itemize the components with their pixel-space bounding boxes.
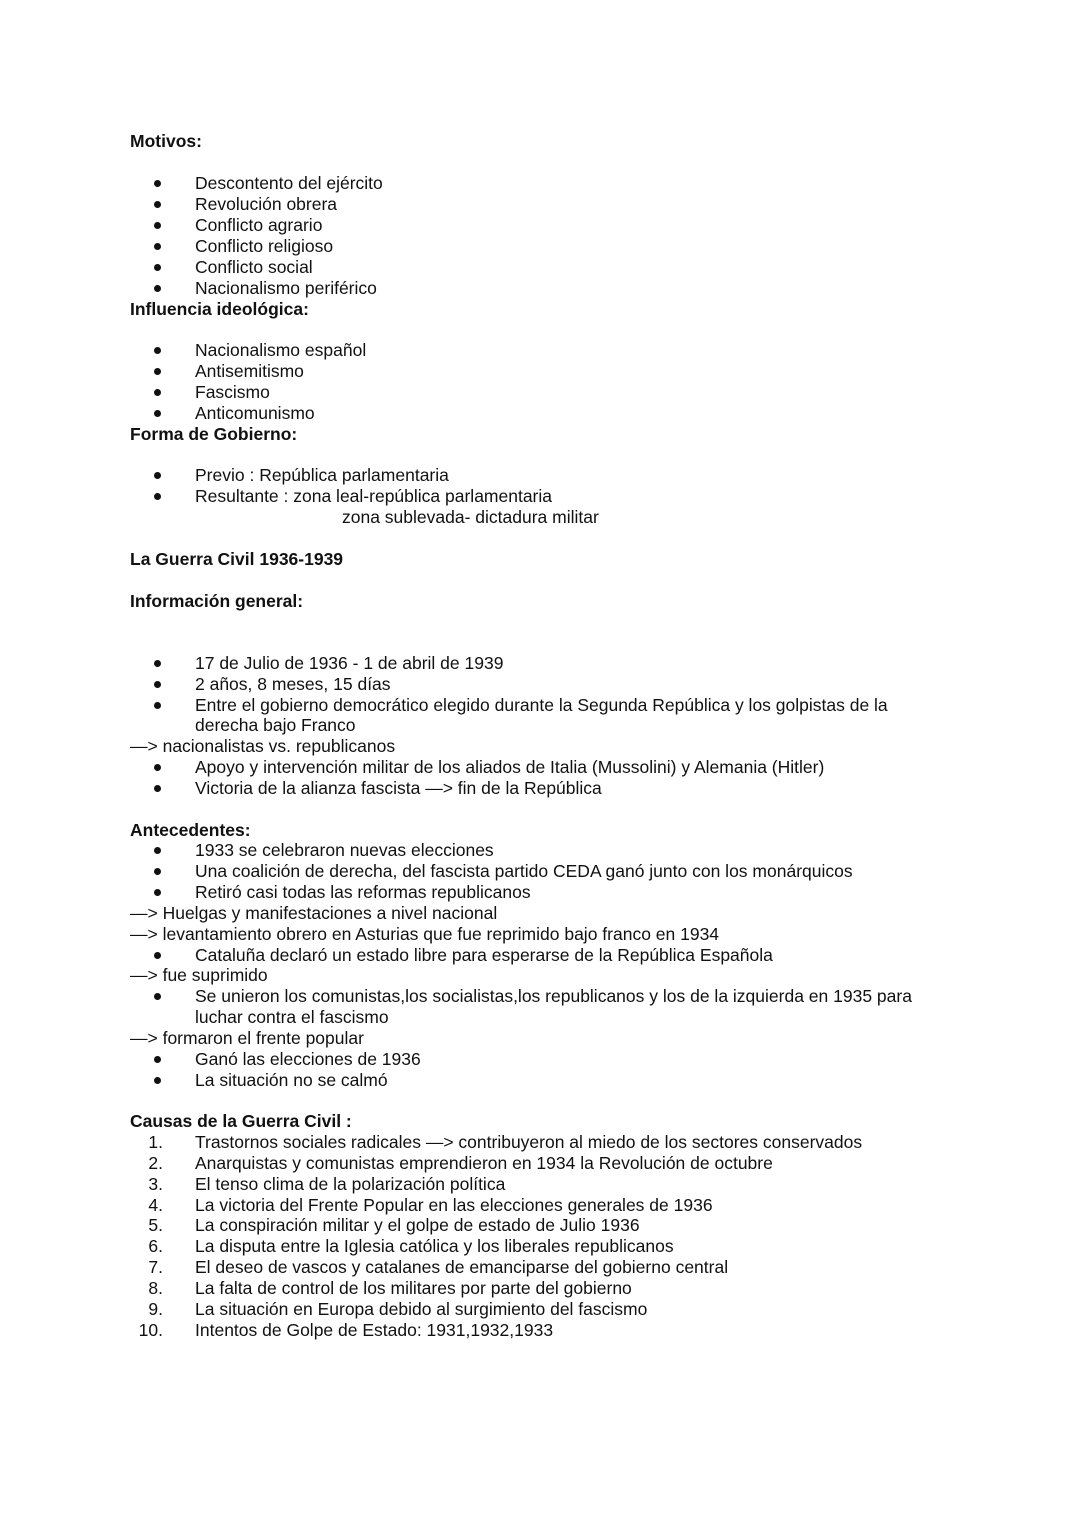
causas-item-number: 1. — [148, 1132, 163, 1152]
info-item: 17 de Julio de 1936 - 1 de abril de 1939 — [195, 653, 504, 673]
causas-item-text: La falta de control de los militares por parte del gobierno — [195, 1278, 632, 1298]
antecedentes-arrow-note: —> fue suprimido — [130, 965, 268, 985]
causas-item — [138, 1320, 554, 1341]
causas-item-number: 4. — [148, 1195, 163, 1215]
info-item: Entre el gobierno democrático elegido durante la Segunda República y los golpistas de la — [195, 695, 888, 715]
antecedentes-item: Una coalición de derecha, del fascista partido CEDA ganó junto con los monárquicos — [195, 861, 853, 881]
info-arrow-note: —> nacionalistas vs. republicanos — [130, 736, 396, 756]
antecedentes-item: 1933 se celebraron nuevas elecciones — [195, 840, 494, 860]
causas-item-text: El deseo de vascos y catalanes de emanciparse del gobierno central — [195, 1257, 729, 1277]
antecedentes-item: La situación no se calmó — [195, 1070, 388, 1090]
causas-item-text: Anarquistas y comunistas emprendieron en 1934 la Revolución de octubre — [195, 1153, 773, 1173]
influencia-item: Fascismo — [195, 382, 270, 402]
antecedentes-arrow-note: —> formaron el frente popular — [130, 1028, 364, 1048]
info-item-continuation: derecha bajo Franco — [195, 715, 356, 735]
motivos-item: Revolución obrera — [195, 194, 338, 214]
antecedentes-heading: Antecedentes: — [130, 820, 251, 840]
influencia-heading: Influencia ideológica: — [130, 299, 309, 319]
forma-previo: Previo : República parlamentaria — [195, 465, 449, 485]
forma-heading: Forma de Gobierno: — [130, 424, 298, 444]
causas-item-number: 9. — [148, 1299, 163, 1319]
causas-item — [148, 1257, 729, 1278]
influencia-item: Nacionalismo español — [195, 340, 367, 360]
antecedentes-arrow-note: —> levantamiento obrero en Asturias que fue reprimido bajo franco en 1934 — [130, 924, 720, 944]
causas-item-text: Trastornos sociales radicales —> contribuyeron al miedo de los sectores conservados — [195, 1132, 863, 1152]
info-heading: Información general: — [130, 591, 304, 611]
causas-item-number: 6. — [148, 1236, 163, 1256]
guerra-title: La Guerra Civil 1936-1939 — [130, 549, 344, 569]
motivos-item: Conflicto religioso — [195, 236, 334, 256]
info-item: Apoyo y intervención militar de los aliados de Italia (Mussolini) y Alemania (Hitler) — [195, 757, 825, 777]
info-item: 2 años, 8 meses, 15 días — [195, 674, 391, 694]
motivos-item: Conflicto agrario — [195, 215, 323, 235]
motivos-item: Descontento del ejército — [195, 173, 383, 193]
causas-item-number: 7. — [148, 1257, 163, 1277]
info-item: Victoria de la alianza fascista —> fin de la República — [195, 778, 602, 798]
motivos-item: Conflicto social — [195, 257, 313, 277]
causas-item-text: La conspiración militar y el golpe de estado de Julio 1936 — [195, 1215, 640, 1235]
causas-heading: Causas de la Guerra Civil : — [130, 1111, 352, 1131]
antecedentes-item: Se unieron los comunistas,los socialistas,los republicanos y los de la izquierda en 1935 para — [195, 986, 912, 1006]
antecedentes-item-continuation: luchar contra el fascismo — [195, 1007, 389, 1027]
causas-item — [148, 1215, 640, 1236]
causas-item-text: La situación en Europa debido al surgimiento del fascismo — [195, 1299, 648, 1319]
antecedentes-arrow-note: —> Huelgas y manifestaciones a nivel nacional — [130, 903, 498, 923]
causas-item-text: El tenso clima de la polarización política — [195, 1174, 506, 1194]
causas-item-number: 8. — [148, 1278, 163, 1298]
causas-item — [148, 1236, 674, 1257]
causas-item-number: 2. — [148, 1153, 163, 1173]
causas-item — [148, 1153, 773, 1174]
causas-item — [148, 1195, 713, 1216]
causas-item-number: 3. — [148, 1174, 163, 1194]
motivos-item: Nacionalismo periférico — [195, 278, 377, 298]
motivos-heading: Motivos: — [130, 131, 202, 151]
causas-item — [148, 1299, 648, 1320]
influencia-item: Antisemitismo — [195, 361, 304, 381]
causas-item-text: La disputa entre la Iglesia católica y los liberales republicanos — [195, 1236, 674, 1256]
antecedentes-item: Ganó las elecciones de 1936 — [195, 1049, 421, 1069]
causas-item — [148, 1278, 632, 1299]
causas-item-text: La victoria del Frente Popular en las elecciones generales de 1936 — [195, 1195, 713, 1215]
causas-item — [148, 1174, 506, 1195]
causas-item — [148, 1132, 863, 1153]
antecedentes-item: Retiró casi todas las reformas republicanos — [195, 882, 531, 902]
influencia-item: Anticomunismo — [195, 403, 315, 423]
causas-item-text: Intentos de Golpe de Estado: 1931,1932,1933 — [195, 1320, 554, 1340]
forma-resultante: Resultante : zona leal-república parlamentaria — [195, 486, 553, 506]
causas-item-number: 5. — [148, 1215, 163, 1235]
causas-item-number: 10. — [138, 1320, 163, 1340]
antecedentes-item: Cataluña declaró un estado libre para esperarse de la República Española — [195, 945, 773, 965]
forma-resultante-zona-sublevada: zona sublevada- dictadura militar — [342, 507, 599, 527]
